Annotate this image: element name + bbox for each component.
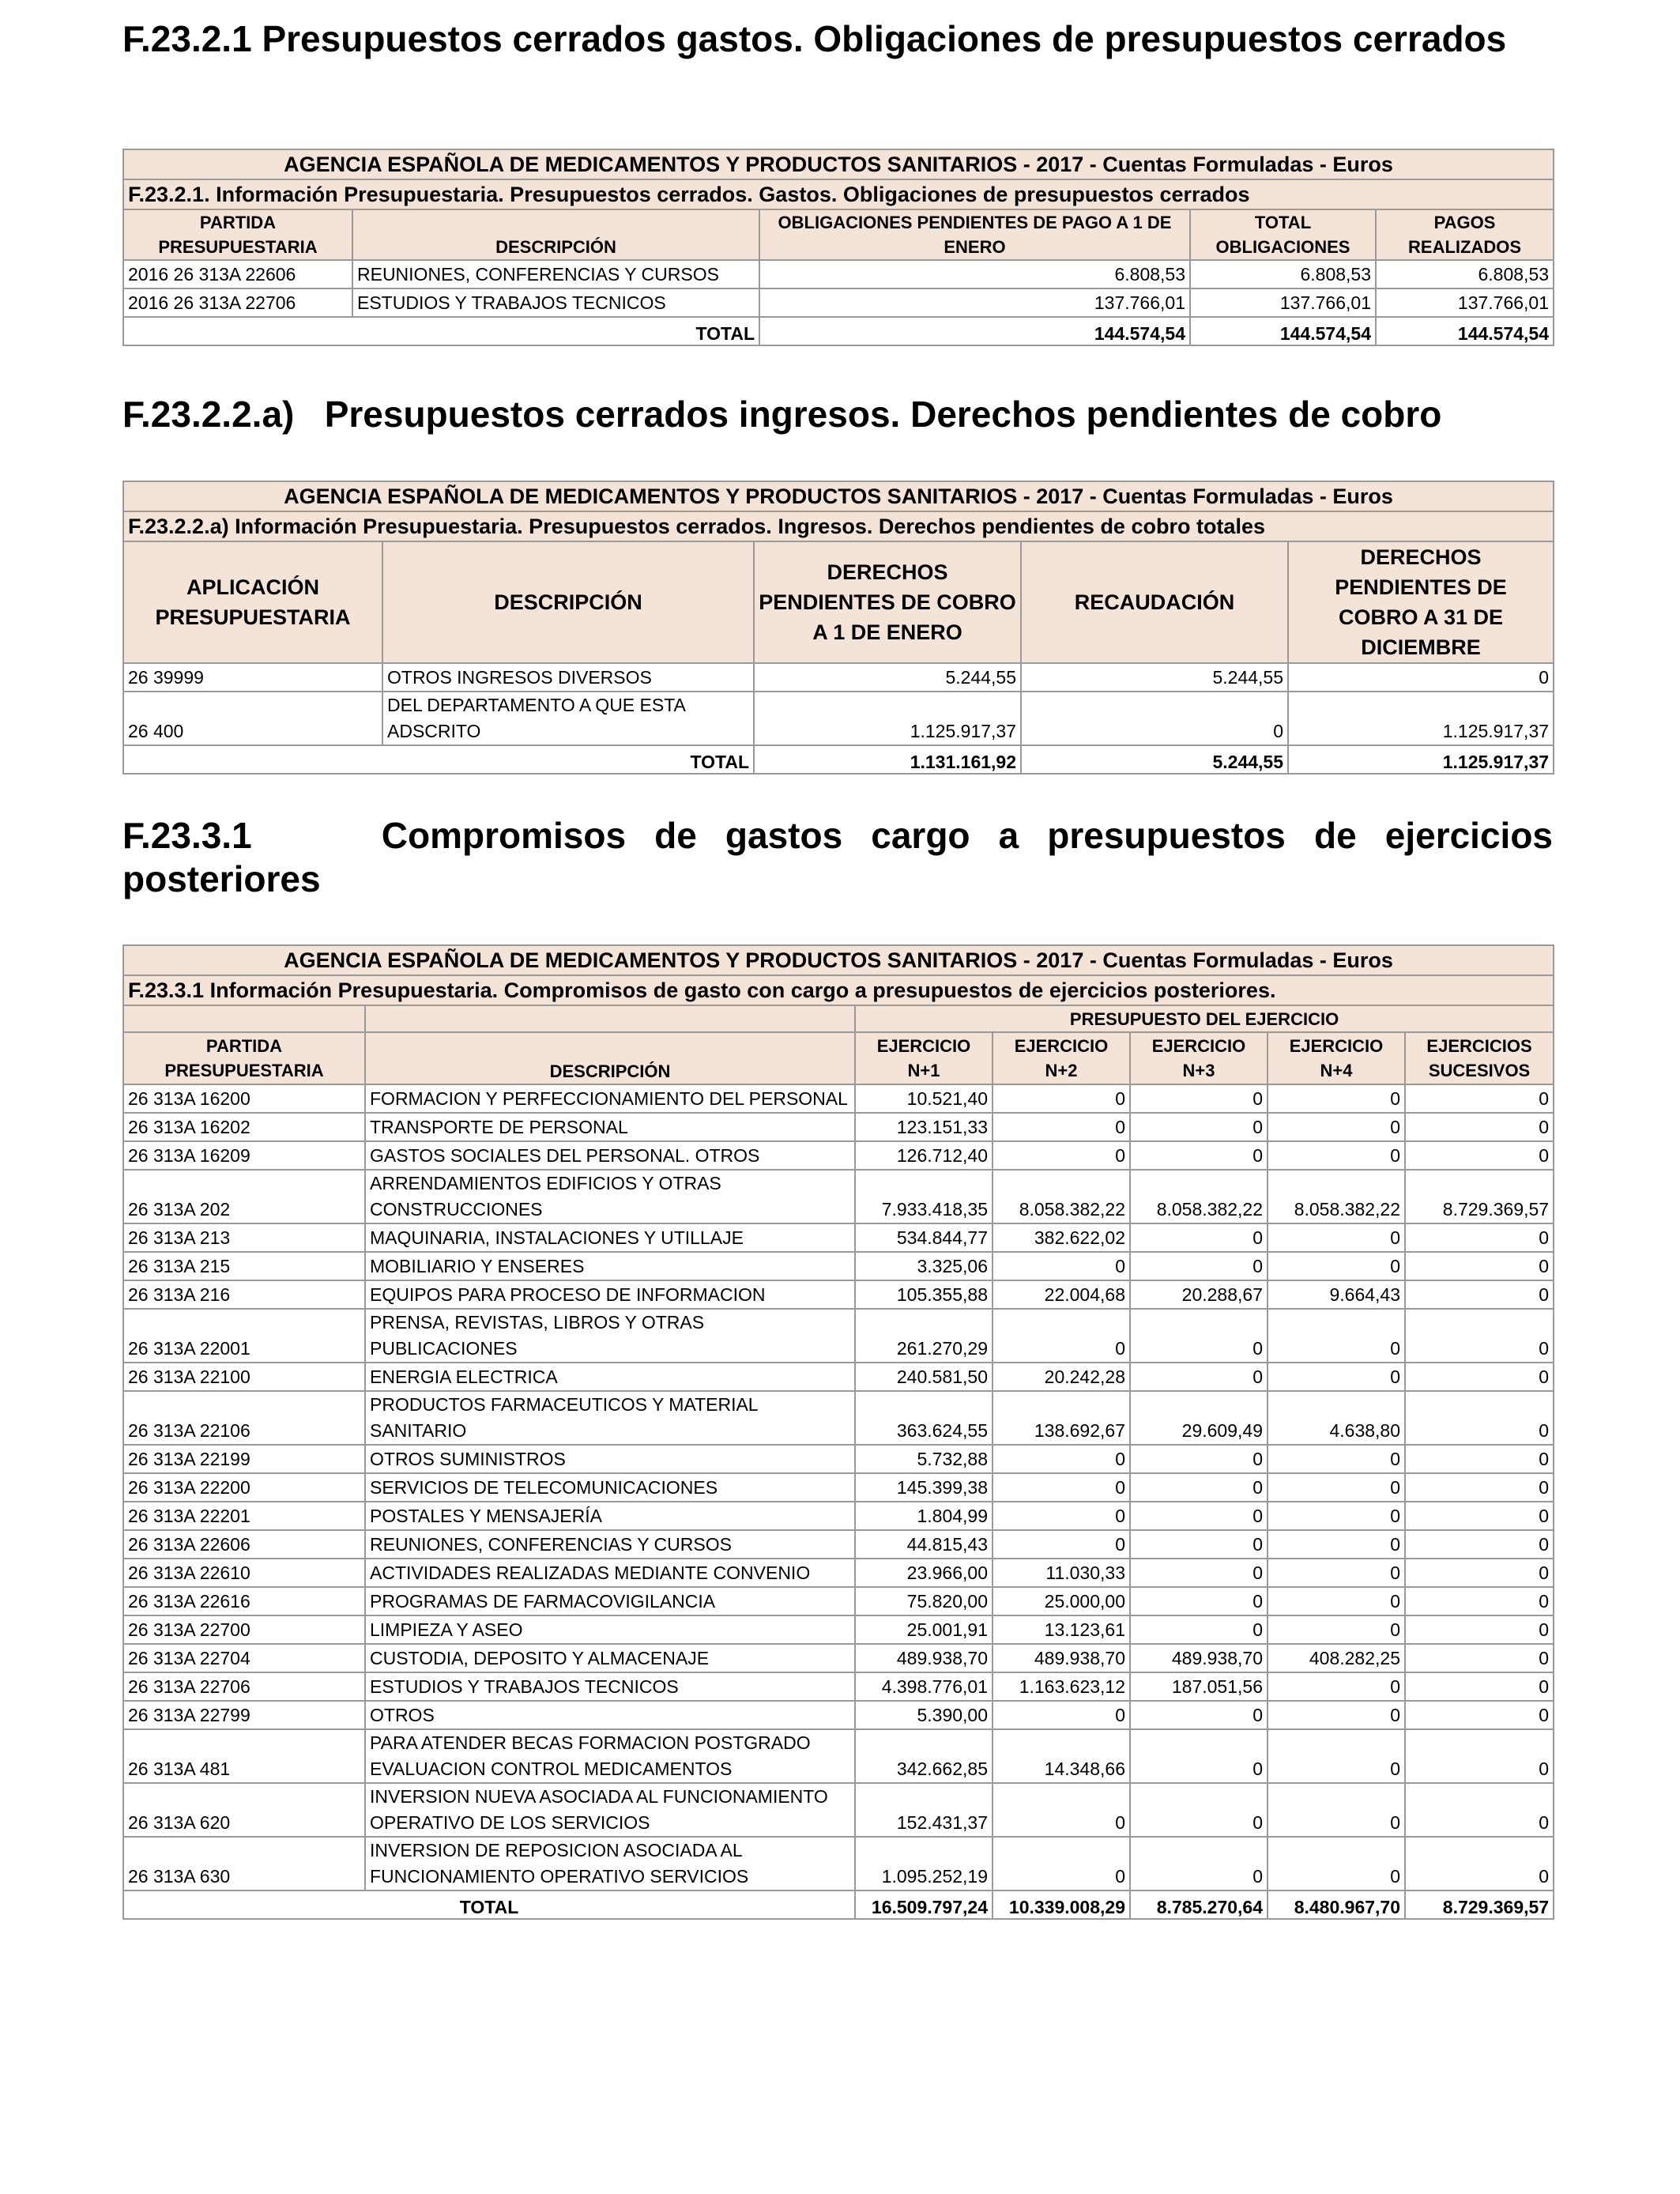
table-row bbox=[123, 1672, 1554, 1701]
cell: 123.151,33 bbox=[855, 1113, 993, 1141]
cell: 2016 26 313A 22706 bbox=[123, 288, 352, 317]
cell: 6.808,53 bbox=[1376, 260, 1554, 288]
cell: 0 bbox=[1130, 1837, 1268, 1891]
cell: 363.624,55 bbox=[855, 1391, 993, 1445]
section2-table bbox=[122, 481, 1554, 775]
cell: REUNIONES, CONFERENCIAS Y CURSOS bbox=[365, 1530, 855, 1559]
table-row bbox=[123, 1615, 1554, 1644]
cell: 8.058.382,22 bbox=[1268, 1170, 1405, 1223]
cell: 0 bbox=[1268, 1615, 1405, 1644]
cell: 0 bbox=[1405, 1252, 1554, 1280]
cell: 26 313A 22700 bbox=[123, 1615, 365, 1644]
table-row bbox=[123, 1837, 1554, 1891]
cell: 0 bbox=[1405, 1084, 1554, 1113]
cell: 26 313A 213 bbox=[123, 1223, 365, 1252]
cell: 0 bbox=[1405, 1141, 1554, 1170]
table-row bbox=[123, 1391, 1554, 1445]
cell: 22.004,68 bbox=[993, 1280, 1130, 1309]
cell: 5.244,55 bbox=[754, 663, 1021, 692]
cell: FORMACION Y PERFECCIONAMIENTO DEL PERSONAL bbox=[365, 1084, 855, 1113]
cell: 0 bbox=[1268, 1084, 1405, 1113]
table-row bbox=[123, 1473, 1554, 1502]
cell: 0 bbox=[1268, 1530, 1405, 1559]
table-row bbox=[123, 1783, 1554, 1837]
cell: OTROS SUMINISTROS bbox=[365, 1445, 855, 1473]
cell: 0 bbox=[1405, 1615, 1554, 1644]
cell: 0 bbox=[1405, 1502, 1554, 1530]
cell: 1.095.252,19 bbox=[855, 1837, 993, 1891]
col-header: DESCRIPCIÓN bbox=[352, 209, 759, 260]
cell: 26 313A 22200 bbox=[123, 1473, 365, 1502]
cell: 44.815,43 bbox=[855, 1530, 993, 1559]
cell: 26 313A 202 bbox=[123, 1170, 365, 1223]
cell: 0 bbox=[1130, 1223, 1268, 1252]
col-header: RECAUDACIÓN bbox=[1021, 541, 1288, 663]
cell: 0 bbox=[1130, 1701, 1268, 1729]
cell: 0 bbox=[1268, 1113, 1405, 1141]
total-cell: 144.574,54 bbox=[1190, 317, 1376, 345]
section1-subtitle: F.23.2.1. Información Presupuestaria. Presupuestos cerrados. Gastos. Obligaciones de presupuestos cerrados bbox=[123, 179, 1554, 209]
cell: 138.692,67 bbox=[993, 1391, 1130, 1445]
cell: 489.938,70 bbox=[855, 1644, 993, 1672]
cell: 1.804,99 bbox=[855, 1502, 993, 1530]
cell: 26 313A 216 bbox=[123, 1280, 365, 1309]
cell: 0 bbox=[1130, 1363, 1268, 1391]
cell: PROGRAMAS DE FARMACOVIGILANCIA bbox=[365, 1587, 855, 1615]
cell: 0 bbox=[993, 1252, 1130, 1280]
section3-heading bbox=[122, 814, 1553, 901]
section2-subtitle: F.23.2.2.a) Información Presupuestaria. Presupuestos cerrados. Ingresos. Derechos pendientes de cobro totales bbox=[123, 511, 1554, 541]
cell: 26 313A 22704 bbox=[123, 1644, 365, 1672]
cell: 0 bbox=[1268, 1223, 1405, 1252]
total-cell: 1.125.917,37 bbox=[1288, 745, 1554, 774]
cell: 6.808,53 bbox=[759, 260, 1190, 288]
section3-number: F.23.3.1 bbox=[122, 815, 252, 856]
cell: 4.638,80 bbox=[1268, 1391, 1405, 1445]
cell: TRANSPORTE DE PERSONAL bbox=[365, 1113, 855, 1141]
cell: 0 bbox=[1405, 1530, 1554, 1559]
table-row bbox=[123, 1113, 1554, 1141]
cell: 240.581,50 bbox=[855, 1363, 993, 1391]
cell: 0 bbox=[1021, 692, 1288, 745]
cell: 29.609,49 bbox=[1130, 1391, 1268, 1445]
total-row bbox=[123, 745, 1554, 774]
cell: 0 bbox=[1405, 1783, 1554, 1837]
cell: OTROS INGRESOS DIVERSOS bbox=[382, 663, 754, 692]
cell: SERVICIOS DE TELECOMUNICACIONES bbox=[365, 1473, 855, 1502]
cell: 4.398.776,01 bbox=[855, 1672, 993, 1701]
cell: 137.766,01 bbox=[759, 288, 1190, 317]
cell: 0 bbox=[1130, 1559, 1268, 1587]
col-header: TOTAL OBLIGACIONES bbox=[1190, 209, 1376, 260]
section1-table bbox=[122, 149, 1554, 346]
cell: LIMPIEZA Y ASEO bbox=[365, 1615, 855, 1644]
col-header: OBLIGACIONES PENDIENTES DE PAGO A 1 DE ENERO bbox=[759, 209, 1190, 260]
table-row bbox=[123, 1530, 1554, 1559]
cell: ESTUDIOS Y TRABAJOS TECNICOS bbox=[365, 1672, 855, 1701]
col-header: PAGOS REALIZADOS bbox=[1376, 209, 1554, 260]
col-header: DESCRIPCIÓN bbox=[365, 1032, 855, 1084]
cell: 0 bbox=[1268, 1587, 1405, 1615]
cell: MOBILIARIO Y ENSERES bbox=[365, 1252, 855, 1280]
cell: 1.125.917,37 bbox=[754, 692, 1021, 745]
cell: 1.125.917,37 bbox=[1288, 692, 1554, 745]
cell: 0 bbox=[1130, 1141, 1268, 1170]
cell: 0 bbox=[993, 1113, 1130, 1141]
cell: 0 bbox=[1130, 1502, 1268, 1530]
cell: 261.270,29 bbox=[855, 1309, 993, 1363]
table-row bbox=[123, 1280, 1554, 1309]
cell: 2016 26 313A 22606 bbox=[123, 260, 352, 288]
cell: DEL DEPARTAMENTO A QUE ESTA ADSCRITO bbox=[382, 692, 754, 745]
cell: 0 bbox=[1130, 1530, 1268, 1559]
cell: REUNIONES, CONFERENCIAS Y CURSOS bbox=[352, 260, 759, 288]
cell: 187.051,56 bbox=[1130, 1672, 1268, 1701]
cell: 26 400 bbox=[123, 692, 382, 745]
col-header: PARTIDA PRESUPUESTARIA bbox=[123, 209, 352, 260]
cell: 0 bbox=[993, 1837, 1130, 1891]
cell: 0 bbox=[1268, 1559, 1405, 1587]
cell: 0 bbox=[1405, 1559, 1554, 1587]
cell: 126.712,40 bbox=[855, 1141, 993, 1170]
cell: 0 bbox=[1130, 1783, 1268, 1837]
cell: 382.622,02 bbox=[993, 1223, 1130, 1252]
section2-number: F.23.2.2.a) bbox=[122, 394, 295, 435]
cell: 0 bbox=[1405, 1729, 1554, 1783]
cell: 13.123,61 bbox=[993, 1615, 1130, 1644]
cell: 0 bbox=[1130, 1309, 1268, 1363]
table-row bbox=[123, 1559, 1554, 1587]
total-cell: 144.574,54 bbox=[759, 317, 1190, 345]
cell: 26 313A 630 bbox=[123, 1837, 365, 1891]
cell: 25.000,00 bbox=[993, 1587, 1130, 1615]
cell: 0 bbox=[1130, 1587, 1268, 1615]
cell: 23.966,00 bbox=[855, 1559, 993, 1587]
cell: 26 313A 22606 bbox=[123, 1530, 365, 1559]
section1-banner: AGENCIA ESPAÑOLA DE MEDICAMENTOS Y PRODUCTOS SANITARIOS - 2017 - Cuentas Formuladas - Euros bbox=[123, 149, 1554, 179]
table-row bbox=[123, 1223, 1554, 1252]
table-row bbox=[123, 1445, 1554, 1473]
cell: INVERSION NUEVA ASOCIADA AL FUNCIONAMIENTO OPERATIVO DE LOS SERVICIOS bbox=[365, 1783, 855, 1837]
cell: 0 bbox=[1130, 1252, 1268, 1280]
cell: 26 313A 22616 bbox=[123, 1587, 365, 1615]
cell: 0 bbox=[1405, 1391, 1554, 1445]
blank-header bbox=[123, 1005, 365, 1032]
total-cell: 8.480.967,70 bbox=[1268, 1891, 1405, 1919]
cell: 26 313A 620 bbox=[123, 1783, 365, 1837]
cell: 0 bbox=[993, 1084, 1130, 1113]
cell: 0 bbox=[1130, 1084, 1268, 1113]
group-header: PRESUPUESTO DEL EJERCICIO bbox=[855, 1005, 1554, 1032]
total-cell: 5.244,55 bbox=[1021, 745, 1288, 774]
cell: 0 bbox=[993, 1530, 1130, 1559]
total-cell: 8.729.369,57 bbox=[1405, 1891, 1554, 1919]
cell: 137.766,01 bbox=[1190, 288, 1376, 317]
cell: ESTUDIOS Y TRABAJOS TECNICOS bbox=[352, 288, 759, 317]
cell: 0 bbox=[993, 1141, 1130, 1170]
section3-title: Compromisos de gastos cargo a presupuestos de ejercicios posteriores bbox=[122, 815, 1553, 899]
cell: ARRENDAMIENTOS EDIFICIOS Y OTRAS CONSTRUCCIONES bbox=[365, 1170, 855, 1223]
total-cell: 16.509.797,24 bbox=[855, 1891, 993, 1919]
cell: 26 313A 481 bbox=[123, 1729, 365, 1783]
cell: 10.521,40 bbox=[855, 1084, 993, 1113]
total-cell: 1.131.161,92 bbox=[754, 745, 1021, 774]
table-row bbox=[123, 1084, 1554, 1113]
table-row bbox=[123, 1729, 1554, 1783]
total-label: TOTAL bbox=[123, 1891, 855, 1919]
cell: 5.732,88 bbox=[855, 1445, 993, 1473]
cell: 5.244,55 bbox=[1021, 663, 1288, 692]
col-header: EJERCICIO N+1 bbox=[855, 1032, 993, 1084]
cell: 534.844,77 bbox=[855, 1223, 993, 1252]
cell: 0 bbox=[1130, 1445, 1268, 1473]
col-header: EJERCICIO N+3 bbox=[1130, 1032, 1268, 1084]
cell: 0 bbox=[993, 1309, 1130, 1363]
cell: 8.058.382,22 bbox=[993, 1170, 1130, 1223]
cell: 0 bbox=[1268, 1252, 1405, 1280]
cell: 75.820,00 bbox=[855, 1587, 993, 1615]
table-row bbox=[123, 288, 1554, 317]
cell: 26 313A 22199 bbox=[123, 1445, 365, 1473]
section2-heading bbox=[122, 393, 1553, 436]
cell: 0 bbox=[1130, 1729, 1268, 1783]
table-row bbox=[123, 1141, 1554, 1170]
section3-body bbox=[123, 1084, 1554, 1891]
table-row bbox=[123, 663, 1554, 692]
cell: ACTIVIDADES REALIZADAS MEDIANTE CONVENIO bbox=[365, 1559, 855, 1587]
cell: 0 bbox=[1268, 1502, 1405, 1530]
cell: 105.355,88 bbox=[855, 1280, 993, 1309]
cell: 489.938,70 bbox=[1130, 1644, 1268, 1672]
table-row bbox=[123, 1587, 1554, 1615]
cell: 0 bbox=[1405, 1363, 1554, 1391]
cell: 26 313A 22001 bbox=[123, 1309, 365, 1363]
cell: 0 bbox=[1405, 1445, 1554, 1473]
cell: 0 bbox=[1130, 1113, 1268, 1141]
cell: 20.242,28 bbox=[993, 1363, 1130, 1391]
cell: 0 bbox=[1405, 1473, 1554, 1502]
section3-table bbox=[122, 944, 1554, 1920]
cell: 20.288,67 bbox=[1130, 1280, 1268, 1309]
cell: 26 39999 bbox=[123, 663, 382, 692]
table-row bbox=[123, 1252, 1554, 1280]
col-header: DERECHOS PENDIENTES DE COBRO A 31 DE DICIEMBRE bbox=[1288, 541, 1554, 663]
cell: 0 bbox=[1268, 1783, 1405, 1837]
cell: 26 313A 22106 bbox=[123, 1391, 365, 1445]
cell: 26 313A 22100 bbox=[123, 1363, 365, 1391]
cell: 0 bbox=[1405, 1113, 1554, 1141]
cell: 26 313A 215 bbox=[123, 1252, 365, 1280]
cell: 0 bbox=[1268, 1141, 1405, 1170]
total-row bbox=[123, 317, 1554, 345]
cell: 14.348,66 bbox=[993, 1729, 1130, 1783]
cell: 0 bbox=[1268, 1445, 1405, 1473]
cell: OTROS bbox=[365, 1701, 855, 1729]
cell: 26 313A 16202 bbox=[123, 1113, 365, 1141]
cell: EQUIPOS PARA PROCESO DE INFORMACION bbox=[365, 1280, 855, 1309]
cell: 0 bbox=[1130, 1473, 1268, 1502]
cell: INVERSION DE REPOSICION ASOCIADA AL FUNCIONAMIENTO OPERATIVO SERVICIOS bbox=[365, 1837, 855, 1891]
cell: 0 bbox=[1268, 1363, 1405, 1391]
cell: 0 bbox=[993, 1473, 1130, 1502]
cell: 489.938,70 bbox=[993, 1644, 1130, 1672]
cell: PARA ATENDER BECAS FORMACION POSTGRADO EVALUACION CONTROL MEDICAMENTOS bbox=[365, 1729, 855, 1783]
cell: 26 313A 22706 bbox=[123, 1672, 365, 1701]
total-row bbox=[123, 1891, 1554, 1919]
table-row bbox=[123, 692, 1554, 745]
cell: MAQUINARIA, INSTALACIONES Y UTILLAJE bbox=[365, 1223, 855, 1252]
total-cell: 144.574,54 bbox=[1376, 317, 1554, 345]
cell: 26 313A 22799 bbox=[123, 1701, 365, 1729]
cell: 152.431,37 bbox=[855, 1783, 993, 1837]
cell: 0 bbox=[993, 1783, 1130, 1837]
total-cell: 10.339.008,29 bbox=[993, 1891, 1130, 1919]
cell: 0 bbox=[1268, 1729, 1405, 1783]
cell: 0 bbox=[1405, 1223, 1554, 1252]
col-header: EJERCICIO N+2 bbox=[993, 1032, 1130, 1084]
cell: 0 bbox=[993, 1502, 1130, 1530]
cell: 0 bbox=[993, 1445, 1130, 1473]
col-header: APLICACIÓN PRESUPUESTARIA bbox=[123, 541, 382, 663]
cell: 145.399,38 bbox=[855, 1473, 993, 1502]
cell: 0 bbox=[1405, 1837, 1554, 1891]
section1-title: Presupuestos cerrados gastos. Obligaciones de presupuestos cerrados bbox=[262, 18, 1507, 59]
cell: 0 bbox=[1268, 1473, 1405, 1502]
cell: 0 bbox=[1268, 1309, 1405, 1363]
cell: 1.163.623,12 bbox=[993, 1672, 1130, 1701]
cell: 8.058.382,22 bbox=[1130, 1170, 1268, 1223]
cell: 342.662,85 bbox=[855, 1729, 993, 1783]
section2-title: Presupuestos cerrados ingresos. Derechos pendientes de cobro bbox=[324, 394, 1442, 435]
cell: 26 313A 22201 bbox=[123, 1502, 365, 1530]
table-row bbox=[123, 1309, 1554, 1363]
table-row bbox=[123, 1701, 1554, 1729]
cell: CUSTODIA, DEPOSITO Y ALMACENAJE bbox=[365, 1644, 855, 1672]
cell: GASTOS SOCIALES DEL PERSONAL. OTROS bbox=[365, 1141, 855, 1170]
col-header: EJERCICIOS SUCESIVOS bbox=[1405, 1032, 1554, 1084]
cell: ENERGIA ELECTRICA bbox=[365, 1363, 855, 1391]
cell: 8.729.369,57 bbox=[1405, 1170, 1554, 1223]
blank-header bbox=[365, 1005, 855, 1032]
cell: 0 bbox=[1288, 663, 1554, 692]
cell: 0 bbox=[1405, 1672, 1554, 1701]
cell: 0 bbox=[1268, 1837, 1405, 1891]
cell: 0 bbox=[1268, 1672, 1405, 1701]
cell: PRENSA, REVISTAS, LIBROS Y OTRAS PUBLICACIONES bbox=[365, 1309, 855, 1363]
cell: 6.808,53 bbox=[1190, 260, 1376, 288]
total-cell: 8.785.270,64 bbox=[1130, 1891, 1268, 1919]
cell: 3.325,06 bbox=[855, 1252, 993, 1280]
cell: 408.282,25 bbox=[1268, 1644, 1405, 1672]
section3-subtitle: F.23.3.1 Información Presupuestaria. Compromisos de gasto con cargo a presupuestos de ejercicios posteriores. bbox=[123, 975, 1554, 1005]
section3-banner: AGENCIA ESPAÑOLA DE MEDICAMENTOS Y PRODUCTOS SANITARIOS - 2017 - Cuentas Formuladas - Euros bbox=[123, 945, 1554, 975]
cell: 0 bbox=[1268, 1701, 1405, 1729]
col-header: DESCRIPCIÓN bbox=[382, 541, 754, 663]
cell: PRODUCTOS FARMACEUTICOS Y MATERIAL SANITARIO bbox=[365, 1391, 855, 1445]
cell: 0 bbox=[1130, 1615, 1268, 1644]
col-header: EJERCICIO N+4 bbox=[1268, 1032, 1405, 1084]
cell: 0 bbox=[1405, 1309, 1554, 1363]
section1-heading bbox=[122, 17, 1553, 61]
cell: 26 313A 16200 bbox=[123, 1084, 365, 1113]
section2-banner: AGENCIA ESPAÑOLA DE MEDICAMENTOS Y PRODUCTOS SANITARIOS - 2017 - Cuentas Formuladas - Euros bbox=[123, 481, 1554, 511]
cell: 0 bbox=[1405, 1280, 1554, 1309]
cell: 0 bbox=[1405, 1701, 1554, 1729]
table-row bbox=[123, 260, 1554, 288]
section1-number: F.23.2.1 bbox=[122, 18, 252, 59]
cell: 0 bbox=[993, 1701, 1130, 1729]
table-row bbox=[123, 1644, 1554, 1672]
cell: 7.933.418,35 bbox=[855, 1170, 993, 1223]
cell: 0 bbox=[1405, 1587, 1554, 1615]
cell: 5.390,00 bbox=[855, 1701, 993, 1729]
cell: 137.766,01 bbox=[1376, 288, 1554, 317]
cell: 9.664,43 bbox=[1268, 1280, 1405, 1309]
table-row bbox=[123, 1170, 1554, 1223]
table-row bbox=[123, 1363, 1554, 1391]
table-row bbox=[123, 1502, 1554, 1530]
total-label: TOTAL bbox=[123, 745, 754, 774]
cell: 0 bbox=[1405, 1644, 1554, 1672]
cell: 26 313A 16209 bbox=[123, 1141, 365, 1170]
cell: 11.030,33 bbox=[993, 1559, 1130, 1587]
total-label: TOTAL bbox=[123, 317, 759, 345]
cell: 26 313A 22610 bbox=[123, 1559, 365, 1587]
col-header: PARTIDA PRESUPUESTARIA bbox=[123, 1032, 365, 1084]
col-header: DERECHOS PENDIENTES DE COBRO A 1 DE ENERO bbox=[754, 541, 1021, 663]
cell: 25.001,91 bbox=[855, 1615, 993, 1644]
cell: POSTALES Y MENSAJERÍA bbox=[365, 1502, 855, 1530]
